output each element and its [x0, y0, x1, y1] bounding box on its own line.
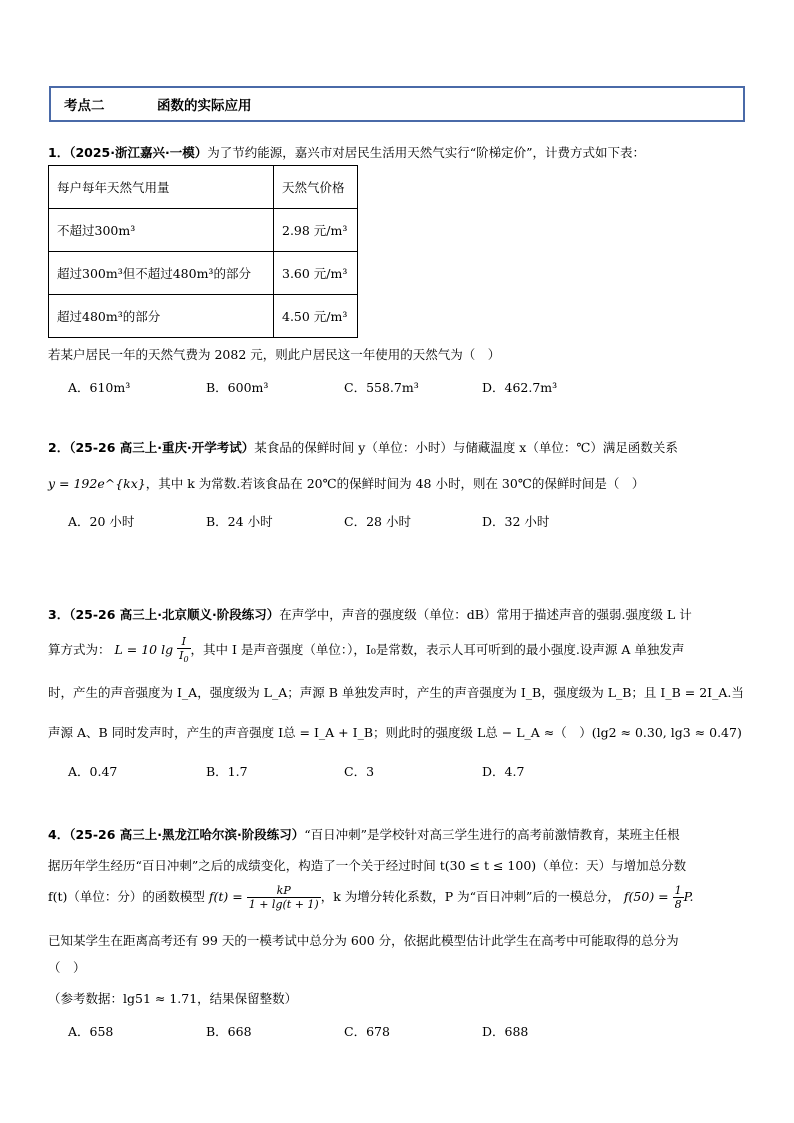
section-header: [49, 86, 745, 122]
q1-option-a[interactable]: A．610m³: [68, 380, 131, 395]
table-row: [49, 252, 358, 295]
q2-stem-text2: ，其中 k 为常数.若该食品在 20℃的保鲜时间为 48 小时，则在 30℃的保鲜时间是（ ）: [145, 476, 645, 491]
q4-note: （参考数据：lg51 ≈ 1.71，结果保留整数）: [48, 991, 298, 1006]
q1-source: （2025·浙江嘉兴·一模）: [69, 145, 208, 160]
q2-stem: [48, 438, 678, 456]
table-header: 天然气价格: [274, 166, 358, 209]
q4-stem-text: “百日冲刺”是学校针对高三学生进行的高考前激情教育，某班主任根: [304, 827, 680, 842]
q2-stem-text: 某食品的保鲜时间 y（单位：小时）与储藏温度 x（单位：℃）满足函数关系: [254, 440, 678, 455]
q3-option-c[interactable]: C．3: [344, 764, 375, 779]
q4-stem: [48, 825, 680, 843]
table-cell: 超过300m³但不超过480m³的部分: [49, 252, 274, 295]
q1-option-c[interactable]: C．558.7m³: [344, 380, 419, 395]
q4-option-a[interactable]: A．658: [68, 1024, 114, 1039]
table-cell: 不超过300m³: [49, 209, 274, 252]
table-cell: 4.50 元/m³: [274, 295, 358, 338]
section-title: 函数的实际应用: [157, 98, 252, 114]
q1-stem-text: 为了节约能源，嘉兴市对居民生活用天然气实行“阶梯定价”，计费方式如下表：: [207, 145, 646, 160]
q3-stem-text: 在声学中，声音的强度级（单位：dB）常用于描述声音的强弱.强度级 L 计: [279, 607, 692, 622]
q3-number: 3．: [48, 607, 70, 622]
q2-options: [68, 512, 620, 530]
q3-options: [68, 762, 620, 780]
q4-stem-text3b: ，k 为增分转化系数，P 为“百日冲刺”后的一模总分，: [320, 889, 620, 904]
q1-option-b[interactable]: B．600m³: [206, 380, 269, 395]
q2-formula: y = 192e^{kx}: [48, 476, 146, 491]
q3-stem-line2: [48, 635, 684, 666]
q2-option-d[interactable]: D．32 小时: [482, 514, 550, 529]
q3-option-d[interactable]: D．4.7: [482, 764, 525, 779]
table-row: [49, 209, 358, 252]
section-label: 考点二: [64, 98, 105, 114]
table-row: [49, 166, 358, 209]
q1-price-table: [48, 165, 358, 338]
table-row: [49, 295, 358, 338]
q3-formula: L = 10 lg $\frac{I}{I_0}$: [114, 635, 189, 665]
table-cell: 超过480m³的部分: [49, 295, 274, 338]
table-cell: 3.60 元/m³: [274, 252, 358, 295]
q4-formula2: f(50) = $\frac{1}{8}$ P.: [623, 884, 694, 911]
q4-option-b[interactable]: B．668: [206, 1024, 252, 1039]
q1-question: 若某户居民一年的天然气费为 2082 元，则此户居民这一年使用的天然气为（ ）: [48, 347, 501, 362]
q4-stem-text2: 据历年学生经历“百日冲刺”之后的成绩变化，构造了一个关于经过时间 t(30 ≤ t ≤ 100)（单位：天）与增加总分数: [48, 858, 687, 873]
q3-option-a[interactable]: A．0.47: [68, 764, 118, 779]
q3-source: （25-26 高三上·北京顺义·阶段练习）: [69, 607, 280, 622]
q4-source: （25-26 高三上·黑龙江哈尔滨·阶段练习）: [69, 827, 305, 842]
q4-number: 4．: [48, 827, 70, 842]
q4-option-c[interactable]: C．678: [344, 1024, 390, 1039]
q4-options: [68, 1022, 620, 1040]
q2-number: 2．: [48, 440, 70, 455]
q3-stem-text3: 时，产生的声音强度为 I_A，强度级为 L_A；声源 B 单独发声时，产生的声音强度为 I_B，强度级为 L_B；且 I_B = 2I_A.当: [48, 685, 744, 700]
q4-stem-text5: （ ）: [48, 960, 86, 975]
q4-option-d[interactable]: D．688: [482, 1024, 529, 1039]
q1-options: [68, 378, 620, 396]
table-header: 每户每年天然气用量: [49, 166, 274, 209]
q3-stem: [48, 605, 692, 623]
q4-stem-text4: 已知某学生在距离高考还有 99 天的一模考试中总分为 600 分，依据此模型估计此学生在高考中可能取得的总分为: [48, 933, 679, 948]
q3-stem-text2a: 算方式为：: [48, 642, 111, 658]
q1-option-d[interactable]: D．462.7m³: [482, 380, 558, 395]
q3-stem-text4: 声源 A、B 同时发声时，产生的声音强度 I总 = I_A + I_B；则此时的强度级 L总 − L_A ≈（ ）(lg2 ≈ 0.30, lg3 ≈ 0.47): [48, 725, 742, 740]
q1-number: 1．: [48, 145, 70, 160]
q4-stem-line3: [48, 884, 693, 911]
q3-option-b[interactable]: B．1.7: [206, 764, 248, 779]
q3-stem-text2b: ，其中 I 是声音强度（单位：），I₀是常数，表示人耳可听到的最小强度.设声源 A 单独发声: [190, 642, 685, 658]
q4-formula: f(t) = $\frac{kP}{1 + \lg(t + 1)}$: [208, 884, 319, 911]
q2-option-c[interactable]: C．28 小时: [344, 514, 411, 529]
table-cell: 2.98 元/m³: [274, 209, 358, 252]
q2-source: （25-26 高三上·重庆·开学考试）: [69, 440, 255, 455]
q2-option-b[interactable]: B．24 小时: [206, 514, 273, 529]
q2-option-a[interactable]: A．20 小时: [68, 514, 135, 529]
q1-stem: [48, 143, 645, 161]
q4-stem-text3a: f(t)（单位：分）的函数模型: [48, 889, 205, 904]
q2-stem-line2: [48, 474, 644, 492]
